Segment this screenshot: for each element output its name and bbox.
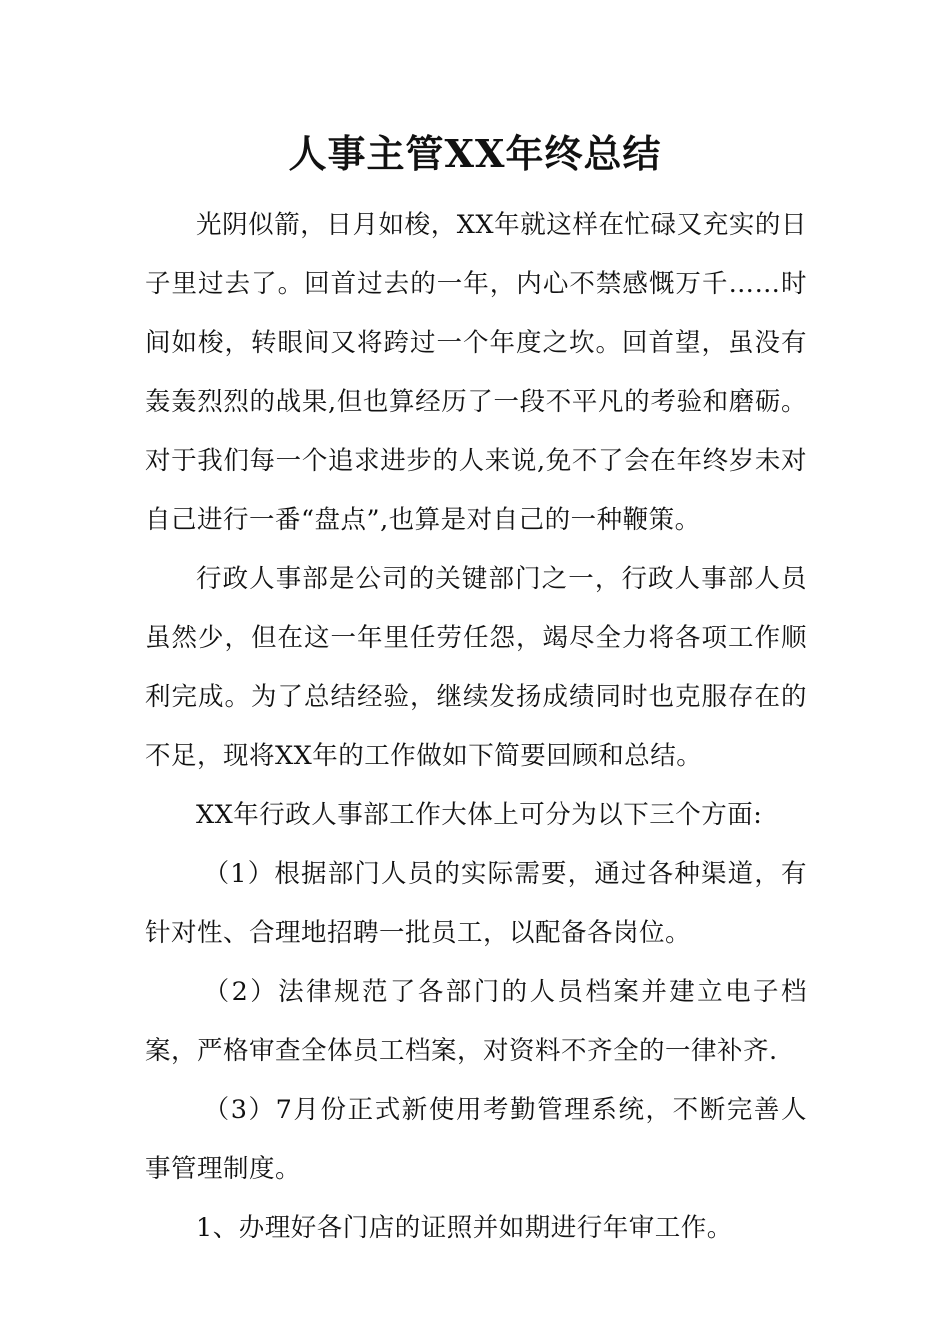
paragraph-item-1: （1）根据部门人员的实际需要，通过各种渠道，有针对性、合理地招聘一批员工，以配备各岗位。 <box>145 859 807 948</box>
paragraph-item-3: （3）7月份正式新使用考勤管理系统，不断完善人事管理制度。 <box>145 1095 807 1184</box>
paragraph-intro: 光阴似箭，日月如梭，XX年就这样在忙碌又充实的日子里过去了。回首过去的一年，内心不禁感慨万千……时间如梭，转眼间又将跨过一个年度之坎。回首望，虽没有轰轰烈烈的战果,但也算经历了一段不平凡的考验和磨砺。对于我们每一个追求进步的人来说,免不了会在年终岁未对自己进行一番“盘点”,也算是对自己的一种鞭策。 <box>145 210 807 535</box>
document-body <box>145 196 807 1258</box>
paragraph-overview: XX年行政人事部工作大体上可分为以下三个方面: <box>196 800 763 830</box>
paragraph-section-1: 1、办理好各门店的证照并如期进行年审工作。 <box>196 1213 733 1243</box>
document-title: 人事主管XX年终总结 <box>288 131 662 176</box>
paragraph-item-2: （2）法律规范了各部门的人员档案并建立电子档案，严格审查全体员工档案，对资料不齐全的一律补齐. <box>145 977 807 1066</box>
paragraph-department: 行政人事部是公司的关键部门之一，行政人事部人员虽然少，但在这一年里任劳任怨，竭尽全力将各项工作顺利完成。为了总结经验，继续发扬成绩同时也克服存在的不足，现将XX年的工作做如下简要回顾和总结。 <box>145 564 807 771</box>
